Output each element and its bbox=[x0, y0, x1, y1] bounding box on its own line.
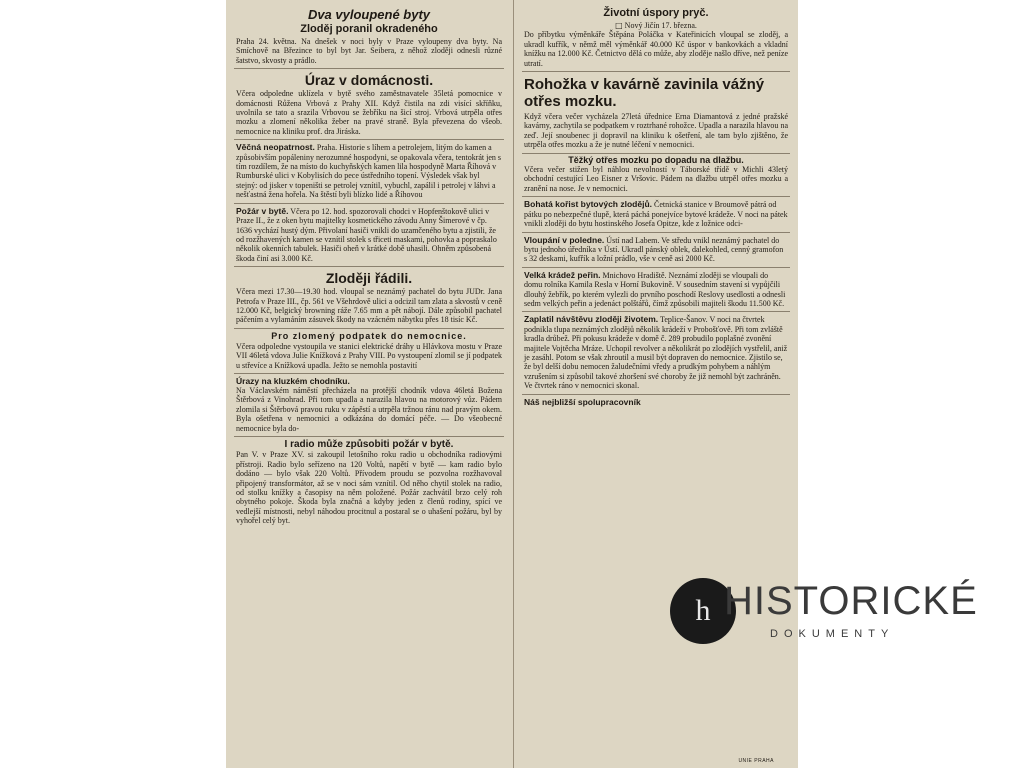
article-title: Životní úspory pryč. bbox=[603, 7, 709, 19]
article-title: Vloupání v poledne. bbox=[524, 234, 605, 245]
article-title: Rohožka v kavárně zavinila vážný otřes mozku. bbox=[524, 76, 765, 111]
article-title: Zaplatil návštěvu zloději životem. bbox=[524, 314, 659, 325]
left-column bbox=[234, 4, 504, 754]
article-title: Pro zlomený podpatek do nemocnice. bbox=[271, 330, 467, 341]
article-body: Včera večer stižen byl náhlou nevolností v Táborské třídě v Michli 43letý obchodní cestující Leo Eisner z Vršovic. Pádem na dlažbu utrpěl otřes mozku a zranění na nose. Je v nemocnici. bbox=[524, 165, 788, 193]
article-subtitle: Zloděj poranil okradeného bbox=[300, 23, 438, 35]
article-title: Úrazy na kluzkém chodníku. bbox=[236, 375, 350, 386]
article-title: Náš nejbližší spolupracovník bbox=[524, 396, 641, 407]
article-body: Četnická stanice v Broumově pátrá od pátku po nebezpečné tlupě, která páchá ponejvíce bytové krádeže. V noci na pátek vnikli zloději do bytu hostinského Josefa Opitze, kde z ložnice odci- bbox=[524, 200, 788, 229]
article-pozar-v-byte bbox=[234, 203, 504, 266]
article-vecna-neopatrnost bbox=[234, 139, 504, 202]
article-rohozka-v-kavarne bbox=[522, 71, 790, 153]
article-dateline: □ Nový Jičín 17. března. bbox=[615, 21, 697, 30]
article-body: Ústí nad Labem. Ve středu vnikl neznámý pachatel do bytu jednoho úředníka v Ústí. Ukradl pánský oblek, dalekohled, cenný gramofon s 32 deskami, kufřík a ložní prádlo, vše v ceně asi 2000 Kč. bbox=[524, 235, 784, 264]
article-body: Praha. Historie s líhem a petrolejem, litým do kamen a způsobivším popáleniny nerozumné hospodyni, se opakovala včera, tentokrát jen s tím rozdílem, že na místo do kuchyňských kamen lila hospodyně Marta Říhová v Rumburské ulici v Kobylisích do pece ústředního topení. Výsledek však byl stejný: od jisker v topeništi se petrolej vznítil, vybuchl, zapálil i petrolej v láhvi a nešťastná žena hořela. Na štěstí byli blízko lidé a Říhovou bbox=[236, 143, 502, 200]
article-body: Když včera večer vycházela 27letá úřednice Erna Diamantová z jedné pražské kavárny, zachytila se podpatkem v roztrhané rohožce. Upadla a narazila hlavou na zeď. Její snoubenec ji dopravil na kliniku k ošetření, ale tam bylo zjištěno, že utrpěla otřes mozku a že je nutné léčení v nemocnici. bbox=[524, 112, 788, 150]
article-body: Do příbytku výměnkáře Štěpána Poláčka v Kateřinicích vloupal se zloděj, a ukradl kufřík, v němž měl výměnkář 40.000 Kč úspor v bankovkách a vkladní knížku na 12.000 Kč. Četnictvo dělá co může, aby zloděje našlo dříve, než peníze utratí. bbox=[524, 30, 788, 68]
article-body: Včera odpoledne uklízela v bytě svého zaměstnavatele 35letá pomocnice v domácnosti Růžena Vrbová z Prahy XII. Když čistila na zdi visící skříňku, uvolnila se tato a srazila Vrbovou se žebříku na šicí stroj. Vrbová utrpěla otřes mozku a zlomení několika žeber na pravé straně. Byla převezena do všeob. nemocnice na kliniku prof. dra Jiráska. bbox=[236, 89, 502, 136]
article-body: Mnichovo Hradiště. Neznámí zloději se vloupali do domu rolníka Kamila Resla v Horní Bukovině. V sousedním stavení si vypůjčili dlouhý žebřík, po kterém vylezli do prvního poschodí Reslovy usedlosti a odnesli sedm velkých peřin a jedenáct polštářů, čímž způsobili majiteli škodu 11.500 Kč. bbox=[524, 270, 786, 308]
article-body: Teplice-Šanov. V noci na čtvrtek podnikla tlupa neznámých zlodějů několik krádeží v Probošťově. Při tom zvláště kradla drůbež. Při pokusu krádeže v domě č. 289 probudilo poplašné zvonění majitele Vojtěcha Mráze. Uchopil revolver a několikrát po zlodějích vystřelil, aniž je zasáhl. Potom se však zhroutil a musil být dopraven do nemocnice. Zjistilo se, že byl delší dobu nemocen žaludečními vředy a prudkým pohybem a náhlým vzrušením si způsobil takové zhoršení své choroby že již nemohl být zachráněn. Ve čtvrtek ráno v nemocnici skonal. bbox=[524, 315, 788, 391]
article-vloupani-v-poledne bbox=[522, 232, 790, 267]
article-body: Včera po 12. hod. spozorovali chodci v Hopfenštokově ulici v Praze II., že z oken bytu majitelky kosmetického závodu Anny Šimerové v čp. 1636 vychází hustý dým. Přivolaní hasiči vnikli do uzamčeného bytu a zjistili, že od rozžhavených kamen se vznítil stolek s třiceti maskami, pohovka a popraskalo několik okenních tabulek. Hasiči oheň v krátké době uhasili. Ohněm způsobená škoda činí asi 3.000 Kč. bbox=[236, 206, 497, 263]
logo-subtitle: DOKUMENTY bbox=[770, 628, 895, 640]
article-zlomeny-podpatek bbox=[234, 328, 504, 373]
article-uraz-v-domacnosti bbox=[234, 68, 504, 139]
article-velka-kradez-perin bbox=[522, 267, 790, 312]
article-tezky-otres-mozku bbox=[522, 153, 790, 197]
column-divider bbox=[513, 0, 514, 768]
square-bullet-icon: □ bbox=[615, 21, 623, 30]
article-body: Včera mezi 17.30—19.30 hod. vloupal se neznámý pachatel do bytu JUDr. Jana Petrofa v Praze III., čp. 561 ve Všehrdově ulici a odcizil tam zlata a skvostů v ceně 12.000 Kč, belgický browning ráže 7.65 mm a pět nábojí. Dále způsobil pachatel páčením a vylamáním zásuvek škody na vzácném nábytku přes 18 tisíc Kč. bbox=[236, 287, 502, 325]
article-urazy-na-kluzkem-chodniku bbox=[234, 373, 504, 436]
article-title: Dva vyloupené byty bbox=[307, 7, 431, 22]
article-body: Na Václavském náměstí přecházela na protější chodník vdova 46letá Božena Štěrbová z Vinohrad. Při tom upadla a narazila hlavou na motorový vůz. Pádem zlomila si Štěrbová pravou ruku v zápěstí a utrpěla tržnou ránu nad pravým okem. Byla ošetřena v nemocnici a odkázána do domácí péče. — Do všeobecné nemocnice byla do- bbox=[236, 385, 502, 433]
article-title: Bohatá kořist bytových zlodějů. bbox=[524, 199, 652, 210]
printer-imprint: UNIE PRAHA bbox=[738, 758, 774, 764]
article-zaplatil-navstevu bbox=[522, 311, 790, 393]
article-zlodeji-radili bbox=[234, 266, 504, 328]
article-nas-spolupracovnik bbox=[522, 394, 790, 410]
logo-title: HISTORICKÉ bbox=[724, 579, 978, 623]
article-title: Věčná neopatrnost. bbox=[236, 142, 315, 153]
article-body: Praha 24. května. Na dnešek v noci byly v Praze vyloupeny dva byty. Na Smíchově na Březince to byl byt Jar. Seibera, z něhož zloději odnesli různé šatstvo, skvosty a prádlo. bbox=[236, 37, 502, 65]
article-zivotni-uspory bbox=[522, 4, 790, 71]
article-title: Úraz v domácnosti. bbox=[304, 72, 434, 89]
article-title: Zloději řádili. bbox=[325, 270, 413, 287]
article-body: Včera odpoledne vystoupila ve stanici elektrické dráhy u Hlávkova mostu v Praze VII 46letá vdova Julie Knížková z Prahy VIII. Po vystoupení zlomil se jí podpatek u střevíce a Knížková upadla. Ježto se nemohla postavití bbox=[236, 341, 502, 370]
watermark-logo bbox=[670, 578, 978, 658]
article-radio-pozar bbox=[234, 436, 504, 529]
article-body: Pan V. v Praze XV. si zakoupil letošního roku radio u obchodníka radiovými přístroji. Radio bylo seřízeno na 120 Voltů, napětí v bytě — kam radio bylo dodáno — bylo však 220 Voltů. Přívodem proudu se pozvolna rozžhavoval připojený transformátor, až se v noci sám vznítil. Od něho chytil stolek na radio, od stolku knížky a časopisy na něm položené. Požár zachvátil brzo celý roh obytného pokoje. Škoda byla značná a kdyby jeden z členů rodiny, spící ve vedlejší místnosti, nebyl náhodou procitnul a postaral se o uhašení požáru, byl by vyhořel celý byt. bbox=[236, 450, 502, 526]
article-title: Požár v bytě. bbox=[236, 205, 289, 216]
article-title: Velká krádež peřin. bbox=[524, 269, 601, 280]
article-bohata-korist bbox=[522, 196, 790, 231]
article-title: I radio může způsobiti požár v bytě. bbox=[284, 439, 454, 450]
article-dva-vyloupene-byty bbox=[234, 4, 504, 68]
article-title: Těžký otřes mozku po dopadu na dlažbu. bbox=[568, 154, 744, 165]
logo-mark-icon: h bbox=[695, 594, 711, 627]
